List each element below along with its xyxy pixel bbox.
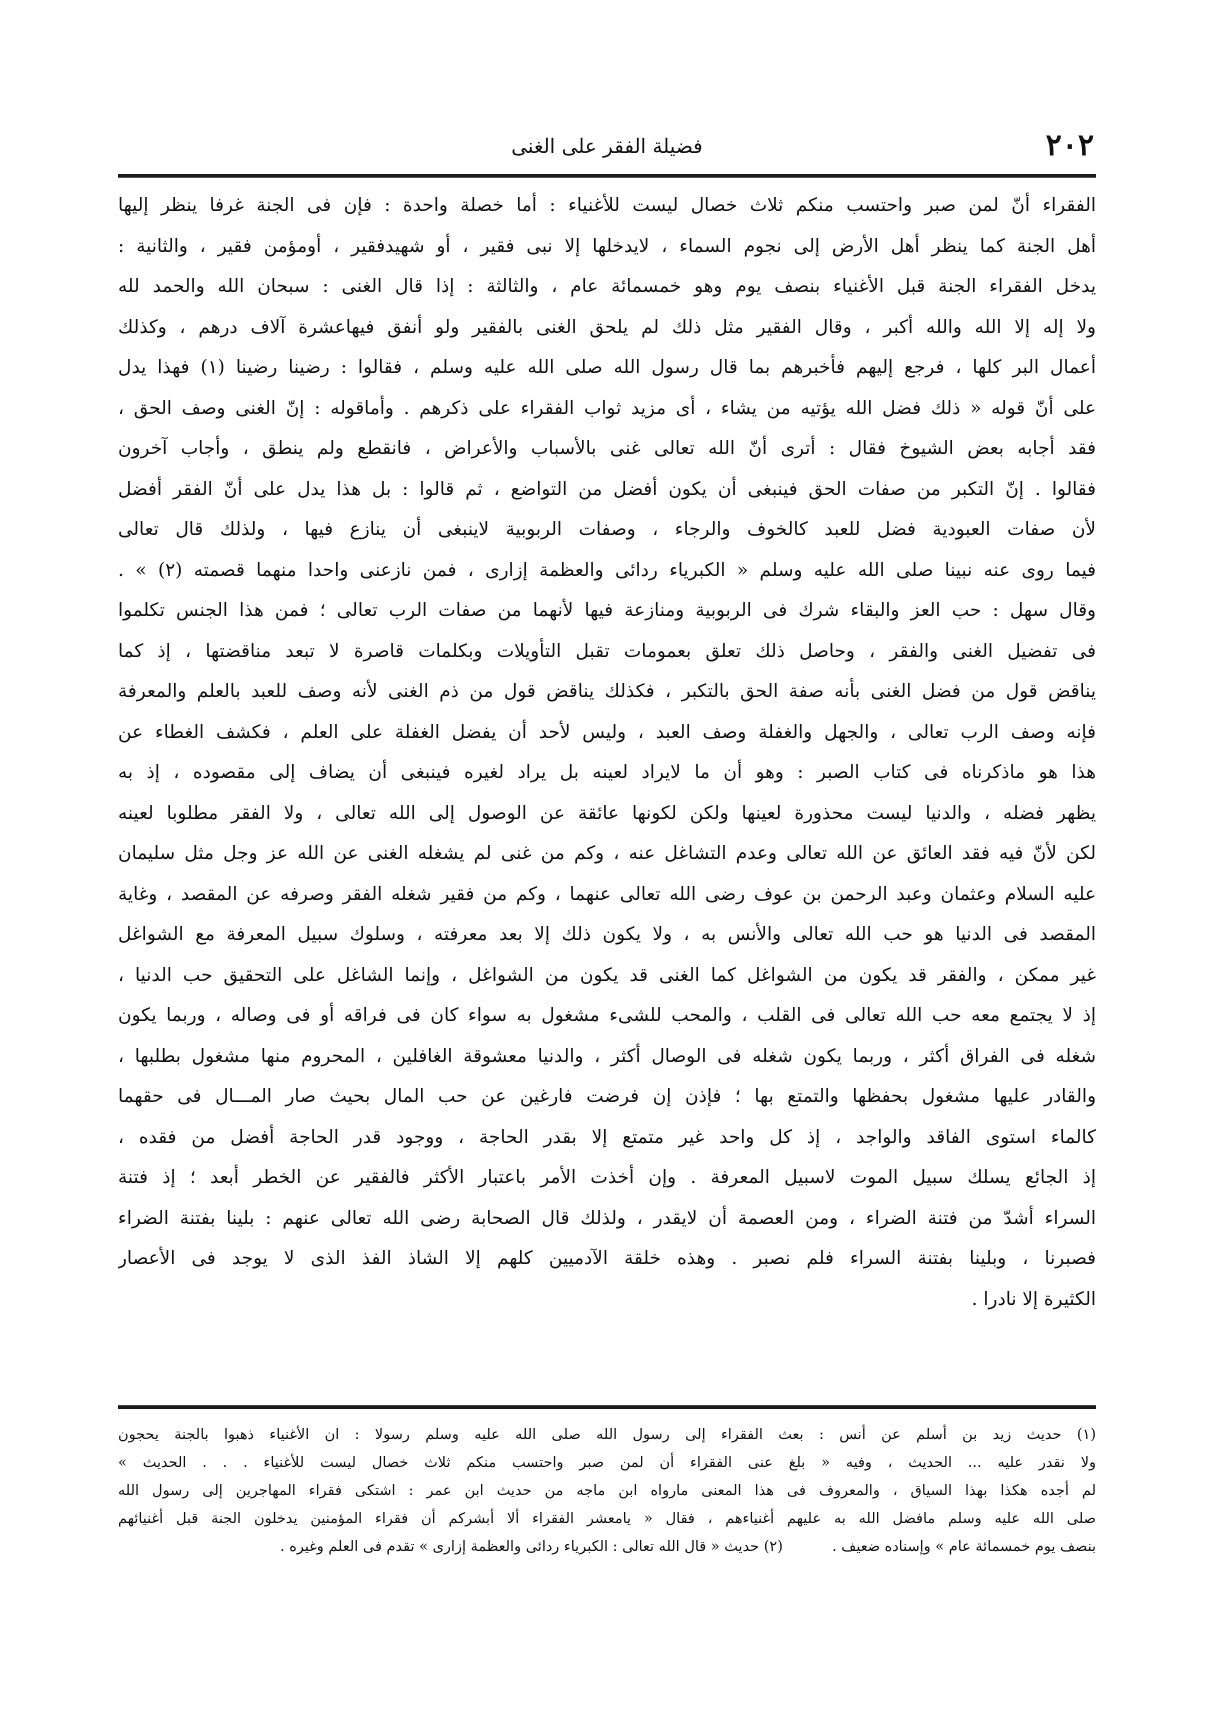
text-line: لأن صفات العبودية فضل للعبد كالخوف والرجاء ، وصفات الربوبية لاينبغى أن ينازع فيها ، ولذلك قال تعالى bbox=[118, 519, 1096, 540]
text-line: ولا إله إلا الله والله أكبر ، وقال الفقير مثل ذلك لم يلحق الغنى بالفقير ولو أنفق فيهاعشرة آلاف درهم ، وكذلك bbox=[118, 316, 1096, 338]
text-line: والقادر عليها مشغول بحفظها والتمتع بها ؛ فإذن إن فرضت فارغين عن حب المال بحيث صار المـــال فى حقهما bbox=[118, 1086, 1096, 1107]
text-line: فصبرنا ، وبلينا بفتنة السراء فلم نصبر . وهذه خلقة الآدميين كلهم إلا الشاذ الفذ الذى لا يوجد فى الأعصار bbox=[118, 1248, 1096, 1269]
text-line: يدخل الفقراء الجنة قبل الأغنياء بنصف يوم وهو خمسمائة عام ، والثالثة : إذا قال الغنى : سبحان الله والحمد لله bbox=[118, 276, 1096, 297]
text-line: الفقراء أنّ لمن صبر واحتسب منكم ثلاث خصال ليست للأغنياء : أما خصلة واحدة : فإن فى الجنة غرفا ينظر إليها bbox=[118, 195, 1096, 216]
header-rule bbox=[118, 174, 1096, 178]
text-line-final: الكثيرة إلا نادرا . bbox=[971, 1288, 1096, 1310]
text-line: فقد أجابه بعض الشيوخ فقال : أترى أنّ الله تعالى غنى بالأسباب والأعراض ، فانقطع ولم ينطق ، وأجاب آخرون bbox=[118, 438, 1096, 459]
running-title: فضيلة الفقر على الغنى bbox=[511, 134, 703, 158]
text-line: إذ الجائع يسلك سبيل الموت لاسبيل المعرفة . وإن أخذت الأمر باعتبار الأكثر فالفقير عن الخطر أبعد ؛ إذ فتنة bbox=[118, 1167, 1096, 1188]
footnote-line: لم أجده هكذا بهذا السياق ، والمعروف فى هذا المعنى مارواه ابن ماجه من حديث ابن عمر : اشتكى فقراء المهاجرين إلى رسول الله bbox=[118, 1483, 1096, 1499]
text-line: على أنّ قوله « ذلك فضل الله يؤتيه من يشاء ، أى مزيد ثواب الفقراء على ذكرهم . وأماقوله : إنّ الغنى وصف الحق ، bbox=[118, 397, 1096, 419]
footnote-1-end: بنصف يوم خمسمائة عام » وإسناده ضعيف . bbox=[832, 1539, 1096, 1555]
text-line: إذ لا يجتمع معه حب الله تعالى فى القلب ، والمحب للشىء مشغول به سواء كان فى فراقه أو فى وصاله ، وربما يكون bbox=[118, 1005, 1096, 1026]
text-line: غير ممكن ، والفقر قد يكون من الشواغل كما الغنى قد يكون من الشواغل ، وإنما الشاغل على التحقيق حب الدنيا ، bbox=[118, 964, 1096, 986]
text-line: هذا هو ماذكرناه فى كتاب الصبر : وهو أن ما لايراد لعينه بل يراد لغيره فينبغى أن يضاف إلى مقصوده ، إذ به bbox=[118, 762, 1096, 783]
page-number: ٢٠٢ bbox=[1045, 128, 1094, 163]
text-line: كالماء استوى الفاقد والواجد ، إذ كل واحد غير متمتع إلا بقدر الحاجة ، ووجود قدر الحاجة أفضل من فقده ، bbox=[118, 1126, 1096, 1148]
footnote-separator-rule bbox=[118, 1405, 1096, 1409]
text-line: فإنه وصف الرب تعالى ، والجهل والغفلة وصف العبد ، وليس لأحد أن يفضل الغفلة على العلم ، فكشف الغطاء عن bbox=[118, 721, 1096, 743]
text-line: المقصد فى الدنيا هو حب الله تعالى والأنس به ، ولا يكون ذلك إلا بعد معرفته ، وسلوك سبيل المعرفة مع الشواغل bbox=[118, 924, 1096, 945]
text-line: وقال سهل : حب العز والبقاء شرك فى الربوبية ومنازعة فيها لأنهما من صفات الرب تعالى ؛ فمن هذا الجنس تكلموا bbox=[118, 600, 1096, 621]
text-line: فيما روى عنه نبينا صلى الله عليه وسلم « الكبرياء ردائى والعظمة إزارى ، فمن نازعنى واحدا منهما قصمته (٢) » . bbox=[118, 559, 1096, 581]
text-line: فقالوا . إنّ التكبر من صفات الحق فينبغى أن يكون أفضل من التواضع ، ثم قالوا : بل هذا يدل على أنّ الفقر أفضل bbox=[118, 478, 1096, 500]
footnote-line-final bbox=[118, 1533, 1096, 1561]
body-text bbox=[118, 186, 1096, 1320]
footnote-line: صلى الله عليه وسلم مافضل الله به عليهم أغنياءهم ، فقال « يامعشر الفقراء ألا أبشركم أن فقراء المؤمنين يدخلون الجنة قبل أغنيائهم bbox=[118, 1511, 1096, 1527]
book-page bbox=[118, 128, 1096, 1555]
footnotes bbox=[118, 1421, 1096, 1561]
text-line: يظهر فضله ، والدنيا ليست محذورة لعينها ولكن لكونها عائقة عن الوصول إلى الله تعالى ، ولا الفقر مطلوبا لعينه bbox=[118, 802, 1096, 824]
text-line: السراء أشدّ من فتنة الضراء ، ومن العصمة أن لايقدر ، ولذلك قال الصحابة رضى الله تعالى عنهم : بلينا بفتنة الضراء bbox=[118, 1207, 1096, 1229]
text-line: فى تفضيل الغنى والفقر ، وحاصل ذلك تعلق بعمومات تقبل التأويلات وبكلمات قاصرة لا تبعد مناقضتها ، إذ كما bbox=[118, 640, 1096, 662]
footnote-line: ولا نقدر عليه ... الحديث ، وفيه « بلغ عنى الفقراء أن لمن صبر واحتسب منكم ثلاث خصال ليست للأغنياء . . . الحديث » bbox=[118, 1455, 1096, 1471]
footnote-line: (١) حديث زيد بن أسلم عن أنس : بعث الفقراء إلى رسول الله صلى الله عليه وسلم رسولا : ان الأغنياء ذهبوا بالجنة يحجون bbox=[118, 1427, 1096, 1443]
text-line: أعمال البر كلها ، فرجع إليهم فأخبرهم بما قال رسول الله صلى الله عليه وسلم ، فقالوا : رضينا رضينا (١) فهذا يدل bbox=[118, 357, 1096, 378]
text-line: شغله فى الفراق أكثر ، وربما يكون شغله فى الوصال أكثر ، والدنيا معشوقة الغافلين ، المحروم منها مشغول بطلبها ، bbox=[118, 1045, 1096, 1067]
text-line: لكن لأنّ فيه فقد العائق عن الله تعالى وعدم التشاغل عنه ، وكم من غنى لم يشغله الغنى عن الله عز وجل مثل سليمان bbox=[118, 843, 1096, 864]
page-header bbox=[118, 128, 1096, 172]
text-line: أهل الجنة كما ينظر أهل الأرض إلى نجوم السماء ، لايدخلها إلا نبى فقير ، أو شهيدفقير ، أومؤمن فقير ، والثانية : bbox=[118, 235, 1096, 257]
text-line: عليه السلام وعثمان وعبد الرحمن بن عوف رضى الله تعالى عنهما ، وكم من فقير شغله الفقر وصرفه عن المقصد ، وغاية bbox=[118, 883, 1096, 905]
footnote-2: (٢) حديث « قال الله تعالى : الكبرياء ردائى والعظمة إزارى » تقدم فى العلم وغيره . bbox=[280, 1539, 783, 1555]
text-line: يناقض قول من فضل الغنى بأنه صفة الحق بالتكبر ، فكذلك يناقض قول من ذم الغنى لأنه وصف للعبد بالعلم والمعرفة bbox=[118, 681, 1096, 702]
